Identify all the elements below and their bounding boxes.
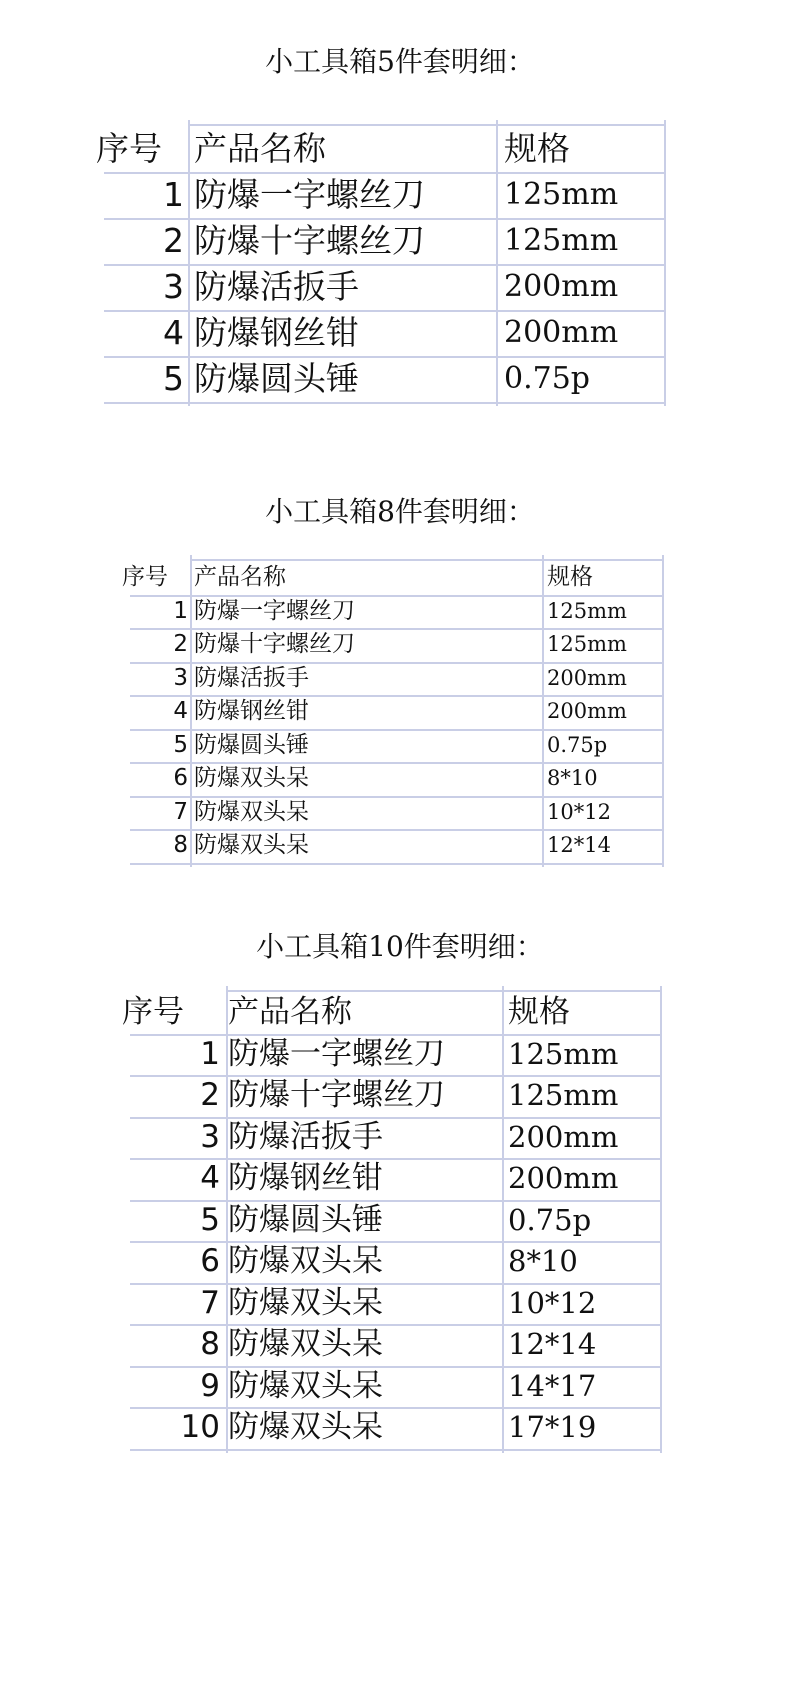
cell-spec: 0.75p: [504, 361, 591, 396]
section-title-5pc: 小工具箱5件套明细：: [265, 45, 535, 78]
cell-spec: 200mm: [547, 699, 627, 723]
cell-spec: 14*17: [508, 1368, 597, 1403]
table-top-border: [226, 990, 660, 992]
table-row: [130, 829, 662, 863]
cell-spec: 12*14: [508, 1327, 597, 1361]
row-divider: [130, 863, 662, 865]
cell-spec: 200mm: [547, 665, 627, 690]
cell-no: 7: [200, 1284, 220, 1321]
cell-no: 5: [173, 731, 188, 758]
header-spec: 规格: [547, 564, 593, 590]
cell-spec: 0.75p: [508, 1202, 592, 1237]
cell-no: 8: [200, 1326, 220, 1362]
cell-name: 防爆双头呆: [228, 1326, 383, 1362]
cell-spec: 125mm: [508, 1078, 619, 1112]
header-name: 产品名称: [194, 129, 326, 168]
cell-name: 防爆十字螺丝刀: [194, 631, 355, 657]
table-top-border: [190, 559, 662, 561]
cell-no: 8: [173, 832, 188, 858]
cell-name: 防爆双头呆: [228, 1409, 383, 1445]
cell-name: 防爆一字螺丝刀: [228, 1035, 445, 1072]
header-no: 序号: [96, 129, 162, 168]
cell-no: 6: [200, 1243, 220, 1279]
cell-name: 防爆十字螺丝刀: [228, 1077, 445, 1113]
column-divider: [542, 555, 544, 867]
cell-spec: 12*14: [547, 833, 611, 857]
cell-spec: 200mm: [508, 1161, 619, 1195]
column-divider: [190, 555, 192, 867]
cell-name: 防爆圆头锤: [228, 1201, 383, 1238]
table-row: [130, 1158, 660, 1200]
cell-no: 5: [163, 359, 184, 398]
parts-table-10pc: [122, 992, 660, 1459]
table-row: [130, 1034, 660, 1076]
table-row: [130, 1366, 660, 1408]
cell-name: 防爆活扳手: [194, 267, 359, 306]
table-row: [130, 1241, 660, 1283]
table-row: [130, 1075, 660, 1117]
cell-no: 10: [180, 1409, 220, 1445]
parts-table-8pc: [122, 561, 662, 873]
header-name: 产品名称: [228, 994, 352, 1030]
cell-spec: 125mm: [504, 177, 619, 212]
cell-name: 防爆活扳手: [194, 664, 309, 691]
cell-no: 3: [200, 1118, 220, 1155]
column-divider: [496, 120, 498, 406]
cell-no: 3: [173, 664, 188, 691]
column-divider: [660, 986, 662, 1453]
table-row: [130, 1200, 660, 1242]
table-top-border: [188, 124, 664, 126]
cell-spec: 200mm: [508, 1119, 619, 1154]
table-row: [130, 662, 662, 696]
cell-name: 防爆双头呆: [194, 765, 309, 791]
table-header-row: [122, 992, 660, 1034]
table-row: [130, 796, 662, 830]
cell-no: 2: [173, 631, 188, 657]
parts-table-5pc: [96, 126, 664, 412]
header-name: 产品名称: [194, 564, 286, 590]
column-divider: [188, 120, 190, 406]
cell-no: 4: [200, 1160, 220, 1196]
cell-no: 1: [163, 175, 184, 214]
cell-no: 5: [200, 1201, 220, 1238]
row-divider: [130, 1449, 660, 1451]
cell-spec: 10*12: [547, 799, 611, 824]
column-divider: [662, 555, 664, 867]
section-title-10pc: 小工具箱10件套明细：: [256, 930, 544, 963]
table-row: [130, 1407, 660, 1449]
header-no: 序号: [122, 994, 184, 1030]
cell-name: 防爆活扳手: [228, 1118, 383, 1155]
table-row: [130, 628, 662, 662]
cell-spec: 125mm: [504, 223, 619, 258]
table-row: [130, 1324, 660, 1366]
cell-spec: 8*10: [547, 766, 598, 790]
table-row: [130, 729, 662, 763]
cell-no: 6: [173, 765, 188, 791]
cell-name: 防爆圆头锤: [194, 359, 359, 398]
section-title-8pc: 小工具箱8件套明细：: [265, 495, 535, 528]
cell-name: 防爆钢丝钳: [228, 1160, 383, 1196]
cell-no: 1: [200, 1035, 220, 1072]
cell-no: 4: [173, 698, 188, 724]
cell-name: 防爆圆头锤: [194, 731, 309, 758]
cell-spec: 125mm: [547, 632, 627, 656]
cell-name: 防爆双头呆: [228, 1243, 383, 1279]
cell-name: 防爆双头呆: [194, 798, 309, 825]
header-no: 序号: [122, 564, 168, 590]
cell-spec: 125mm: [547, 598, 627, 623]
cell-spec: 0.75p: [547, 732, 608, 757]
cell-no: 9: [200, 1367, 220, 1404]
cell-no: 3: [163, 267, 184, 306]
header-spec: 规格: [504, 129, 570, 168]
column-divider: [664, 120, 666, 406]
cell-no: 1: [173, 597, 188, 624]
table-row: [130, 595, 662, 629]
cell-no: 7: [173, 798, 188, 825]
cell-no: 2: [200, 1077, 220, 1113]
cell-spec: 200mm: [504, 269, 619, 304]
cell-spec: 10*12: [508, 1285, 597, 1320]
table-row: [130, 1283, 660, 1325]
cell-no: 2: [163, 221, 184, 260]
cell-name: 防爆钢丝钳: [194, 698, 309, 724]
column-divider: [226, 986, 228, 1453]
table-row: [130, 762, 662, 796]
header-spec: 规格: [508, 994, 570, 1030]
cell-spec: 200mm: [504, 315, 619, 350]
cell-name: 防爆钢丝钳: [194, 313, 359, 352]
table-row: [130, 1117, 660, 1159]
table-header-row: [122, 561, 662, 595]
cell-spec: 8*10: [508, 1244, 578, 1278]
column-divider: [502, 986, 504, 1453]
cell-name: 防爆双头呆: [228, 1284, 383, 1321]
cell-name: 防爆一字螺丝刀: [194, 597, 355, 624]
cell-name: 防爆一字螺丝刀: [194, 175, 425, 214]
cell-spec: 17*19: [508, 1410, 597, 1444]
cell-no: 4: [163, 313, 184, 352]
cell-name: 防爆双头呆: [228, 1367, 383, 1404]
cell-spec: 125mm: [508, 1036, 619, 1071]
table-row: [130, 695, 662, 729]
cell-name: 防爆十字螺丝刀: [194, 221, 425, 260]
cell-name: 防爆双头呆: [194, 832, 309, 858]
